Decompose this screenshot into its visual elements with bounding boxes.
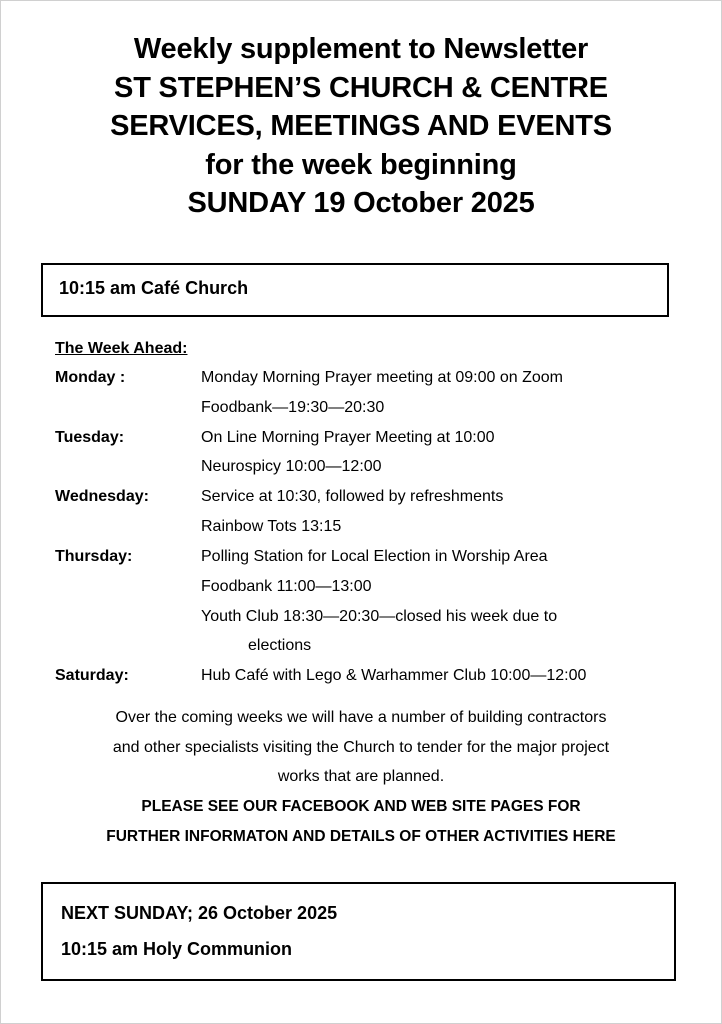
schedule-day: Wednesday: — [55, 488, 149, 505]
schedule-row — [0, 488, 722, 512]
schedule-event: Foodbank 11:00—13:00 — [201, 578, 372, 595]
title-line: for the week beginning — [205, 148, 517, 181]
schedule-row — [0, 518, 722, 542]
schedule-event: Rainbow Tots 13:15 — [201, 518, 342, 535]
schedule-row — [0, 667, 722, 691]
next-sunday-box — [41, 882, 676, 981]
schedule-event: On Line Morning Prayer Meeting at 10:00 — [201, 429, 495, 446]
sunday-service-text: 10:15 am Café Church — [59, 278, 249, 298]
schedule-row — [0, 429, 722, 453]
schedule-event: Hub Café with Lego & Warhammer Club 10:00—12:00 — [201, 667, 587, 684]
sunday-service-box — [41, 263, 669, 317]
week-ahead-heading: The Week Ahead: — [55, 340, 188, 357]
schedule-event: elections — [248, 637, 312, 654]
notice-line: works that are planned. — [277, 768, 445, 785]
website-notice-line: FURTHER INFORMATON AND DETAILS OF OTHER ACTIVITIES HERE — [106, 828, 616, 845]
schedule-day: Thursday: — [55, 548, 133, 565]
schedule-day: Tuesday: — [55, 429, 125, 446]
website-notice-line: PLEASE SEE OUR FACEBOOK AND WEB SITE PAGES FOR — [141, 798, 581, 815]
schedule-row — [0, 458, 722, 482]
schedule-row — [0, 578, 722, 602]
title-line: ST STEPHEN’S CHURCH & CENTRE — [114, 71, 608, 104]
title-line: SERVICES, MEETINGS AND EVENTS — [110, 110, 612, 142]
next-sunday-date: NEXT SUNDAY; 26 October 2025 — [61, 903, 338, 923]
schedule-day: Saturday: — [55, 667, 129, 684]
schedule-event: Service at 10:30, followed by refreshments — [201, 488, 504, 505]
schedule-row — [0, 548, 722, 572]
next-sunday-service: 10:15 am Holy Communion — [61, 939, 293, 959]
schedule-event: Foodbank—19:30—20:30 — [201, 399, 385, 416]
newsletter-title — [0, 30, 722, 223]
schedule-row — [0, 399, 722, 423]
notice-line: Over the coming weeks we will have a number of building contractors — [115, 709, 607, 726]
schedule-event: Monday Morning Prayer meeting at 09:00 on Zoom — [201, 369, 563, 386]
notice-line: and other specialists visiting the Church to tender for the major project — [112, 739, 610, 756]
schedule-row — [0, 637, 722, 661]
schedule-event: Polling Station for Local Election in Worship Area — [201, 548, 548, 565]
title-line: Weekly supplement to Newsletter — [133, 33, 589, 65]
schedule-row — [0, 369, 722, 393]
schedule-day: Monday : — [55, 369, 126, 386]
title-line: SUNDAY 19 October 2025 — [187, 187, 535, 219]
schedule-event: Neurospicy 10:00—12:00 — [201, 458, 382, 475]
schedule-event: Youth Club 18:30—20:30—closed his week due to — [201, 608, 558, 625]
schedule-row — [0, 608, 722, 632]
